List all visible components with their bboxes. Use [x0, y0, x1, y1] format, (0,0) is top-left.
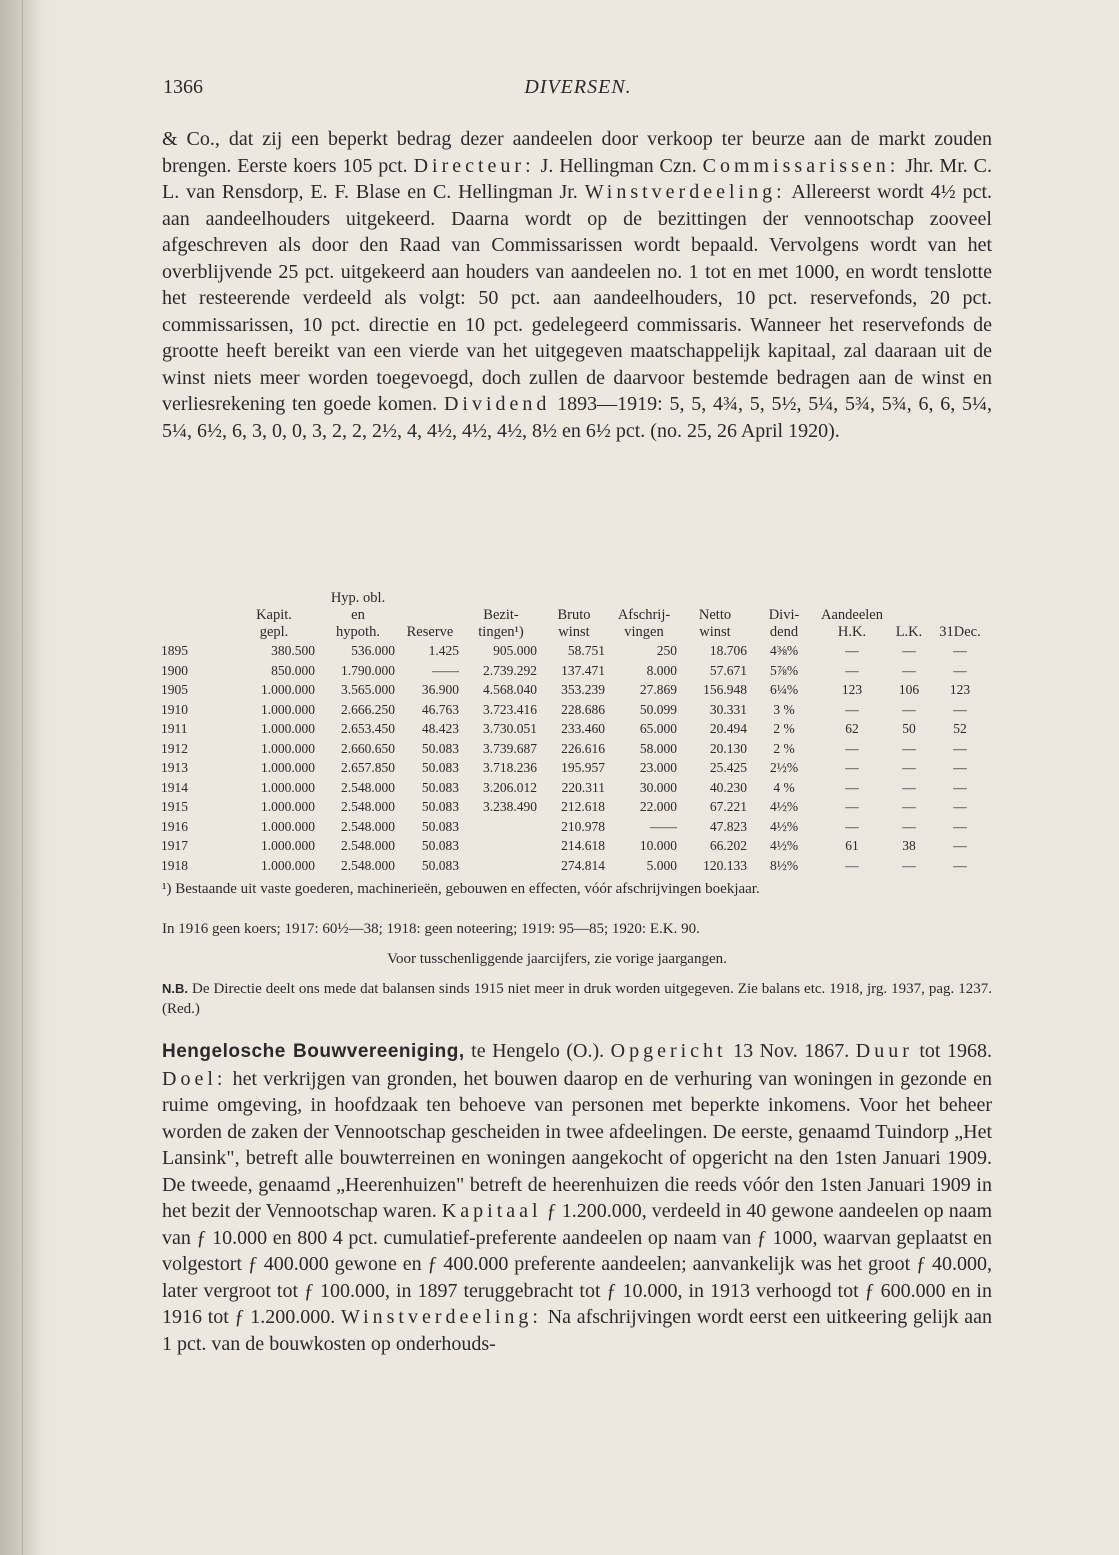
header-cell: winst: [558, 624, 590, 640]
header-cell: Aandeelen: [821, 607, 883, 623]
table-cell: [462, 836, 540, 856]
header-cell: [398, 607, 462, 624]
header-cell: [750, 590, 818, 607]
table-cell: 274.814: [561, 857, 605, 873]
table-cell: —: [953, 838, 967, 853]
label-opgericht: Opgericht: [610, 1040, 727, 1062]
header-cell: [398, 590, 462, 607]
table-cell: 212.618: [561, 799, 605, 814]
text-run: J. Hellingman Czn.: [540, 154, 697, 177]
table-cell: 137.471: [561, 662, 605, 678]
table-cell: 5.000: [646, 857, 677, 873]
table-cell: 58.000: [639, 740, 677, 756]
header-cell: [886, 607, 932, 624]
table-cell: 380.500: [271, 643, 315, 658]
table-cell: 233.460: [561, 721, 605, 736]
text-run: & Co., dat zij een beperkt bedrag dezer aandeelen door verkoop ter beurze aan de markt zouden brengen. Eerste koers 105 pct.: [162, 128, 992, 177]
table-cell: —: [845, 799, 859, 814]
table-cell: 2.739.292: [483, 662, 537, 678]
table-cell: 27.869: [639, 682, 677, 697]
header-cell: Afschrij-: [617, 607, 671, 623]
table-cell: 52: [953, 721, 967, 736]
year-cell: 1905: [161, 682, 188, 697]
table-header-row: [158, 624, 988, 641]
table-cell: 40.230: [709, 779, 747, 795]
table-row: [158, 719, 988, 739]
table-cell: 123: [949, 682, 971, 697]
table-cell: 1.000.000: [261, 760, 315, 775]
header-cell: [158, 590, 230, 607]
table-cell: —: [902, 799, 916, 814]
table-cell: 2.548.000: [341, 838, 395, 853]
table-cell: 47.823: [709, 818, 747, 834]
header-cell: winst: [699, 624, 731, 640]
table-cell: 50.099: [639, 701, 677, 717]
table-cell: [462, 856, 540, 876]
table-cell: 50.083: [421, 838, 459, 853]
text-run: te Hengelo (O.).: [471, 1040, 605, 1062]
table-row: [158, 700, 988, 720]
table-cell: 2.548.000: [341, 779, 395, 795]
table-cell: —: [845, 701, 859, 717]
table-cell: —: [953, 701, 967, 717]
table-cell: 228.686: [561, 701, 605, 717]
table-cell: 1.000.000: [261, 838, 315, 853]
year-cell: 1895: [161, 643, 188, 658]
table-cell: 210.978: [561, 818, 605, 834]
header-cell: [540, 590, 608, 607]
table-cell: —: [902, 818, 916, 834]
table-cell: 905.000: [493, 643, 537, 658]
table-cell: 1.000.000: [261, 799, 315, 814]
binding-edge: [22, 0, 23, 1555]
header-cell: Hyp. obl.: [330, 590, 386, 606]
table-cell: 36.900: [421, 682, 459, 697]
table-cell: 2 %: [773, 721, 795, 736]
table-cell: 3.238.490: [483, 799, 537, 814]
editor-note: [162, 979, 992, 1019]
table-cell: —: [953, 643, 967, 658]
header-cell: L.K.: [895, 624, 923, 640]
nb-label: N.B.: [162, 981, 188, 996]
table-cell: —: [902, 779, 916, 795]
table-row: [158, 661, 988, 681]
text-run: Na afschrijvingen wordt eerst een uitkeering gelijk aan 1 pct. van de bouwkosten op onderhouds-: [162, 1306, 993, 1355]
table-row: [158, 680, 988, 700]
table-cell: —: [902, 857, 916, 873]
table-cell: —: [902, 701, 916, 717]
table-cell: ——: [650, 818, 677, 834]
table-cell: 123: [841, 682, 863, 697]
table-cell: 1.425: [428, 643, 459, 658]
header-cell: gepl.: [259, 624, 289, 640]
table-cell: 58.751: [567, 643, 605, 658]
label-winstverdeeling: Winstverdeeling:: [584, 181, 786, 203]
table-cell: 48.423: [421, 721, 459, 736]
label-kapitaal: Kapitaal: [441, 1200, 542, 1222]
table-header-row: [158, 607, 988, 624]
table-cell: —: [953, 818, 967, 834]
table-cell: 50.083: [421, 857, 459, 873]
table-cell: 4½%: [769, 838, 799, 853]
table-cell: 20.130: [709, 740, 747, 756]
header-cell: [680, 590, 750, 607]
table-cell: 6¼%: [769, 682, 799, 697]
table-cell: 4 %: [773, 779, 795, 795]
table-header-row: [158, 590, 988, 607]
table-cell: 120.133: [703, 857, 747, 873]
reference-line: Voor tusschenliggende jaarcijfers, zie vorige jaargangen.: [387, 951, 727, 967]
table-cell: 18.706: [709, 643, 747, 658]
table-cell: 66.202: [709, 838, 747, 853]
table-cell: 10.000: [639, 838, 677, 853]
table-cell: —: [953, 760, 967, 775]
table-cell: 2½%: [769, 760, 799, 775]
header-cell: Bezit-: [483, 607, 519, 623]
header-cell: [462, 590, 540, 607]
year-cell: 1913: [161, 760, 188, 775]
table-cell: 50.083: [421, 760, 459, 775]
table-cell: 3.718.236: [483, 760, 537, 775]
table-cell: 67.221: [709, 799, 747, 814]
table-row: [158, 641, 988, 661]
header-cell: [818, 590, 886, 607]
table-cell: —: [902, 662, 916, 678]
table-cell: 156.948: [703, 682, 747, 697]
table-cell: 2.548.000: [341, 799, 395, 814]
table-cell: 3 %: [773, 701, 795, 717]
table-cell: —: [953, 857, 967, 873]
article-paragraph: [162, 126, 992, 444]
text-run: ƒ 1.200.000, verdeeld in 40 gewone aandeelen op naam van ƒ 10.000 en 800 4 pct. cumulatief-preferente aandeelen op naam van ƒ 1000, waarvan geplaatst en volgestort ƒ 400.000 gewone en ƒ 400.000 preferente aandeelen; aanvankelijk was het groot ƒ 40.000, later vergroot tot ƒ 100.000, in 1897 teruggebracht tot ƒ 10.000, in 1913 verhoogd tot ƒ 600.000 en in 1916 tot ƒ 1.200.000.: [162, 1200, 993, 1328]
table-cell: 2.657.850: [341, 760, 395, 775]
year-cell: 1914: [161, 779, 188, 795]
header-cell: Netto: [698, 607, 732, 623]
year-cell: 1918: [161, 857, 188, 873]
table-cell: 57.671: [709, 662, 747, 678]
table-cell: 23.000: [639, 760, 677, 775]
table-cell: 195.957: [561, 760, 605, 775]
label-directeur: Directeur:: [413, 154, 535, 177]
table-cell: 1.000.000: [261, 857, 315, 873]
table-cell: [462, 817, 540, 837]
page-header: [163, 76, 993, 104]
table-cell: 50.083: [421, 740, 459, 756]
table-cell: 3.723.416: [483, 701, 537, 717]
year-cell: 1911: [161, 721, 188, 736]
table-cell: 4⅜%: [769, 643, 799, 658]
table-cell: 25.425: [709, 760, 747, 775]
header-cell: 31Dec.: [939, 624, 981, 640]
table-cell: —: [953, 779, 967, 795]
nb-text: De Directie deelt ons mede dat balansen sinds 1915 niet meer in druk worden uitgegeven. Zie balans etc. 1918, jrg. 1937, pag. 1237. (Red.): [162, 981, 992, 1017]
table-cell: 3.206.012: [483, 779, 537, 795]
label-doel: Doel:: [162, 1067, 227, 1090]
financial-table: [158, 590, 988, 875]
table-cell: 2.548.000: [341, 857, 395, 873]
header-cell: Kapit.: [256, 607, 292, 623]
year-cell: 1900: [161, 662, 188, 678]
table-cell: 50.083: [421, 818, 459, 834]
table-cell: 8.000: [646, 662, 677, 678]
header-cell: [886, 590, 932, 607]
table-cell: —: [845, 662, 859, 678]
table-cell: 226.616: [561, 740, 605, 756]
table-cell: —: [902, 740, 916, 756]
table-cell: —: [845, 779, 859, 795]
table-cell: 46.763: [421, 701, 459, 717]
header-cell: [932, 607, 988, 624]
table-cell: 353.239: [561, 682, 605, 697]
table-cell: 3.565.000: [341, 682, 395, 697]
table-cell: 1.000.000: [261, 682, 315, 697]
year-cell: 1917: [161, 838, 188, 853]
table-cell: 536.000: [351, 643, 395, 658]
running-title: DIVERSEN.: [524, 76, 632, 98]
table-cell: 1.000.000: [261, 818, 315, 834]
header-cell: hypoth.: [336, 624, 380, 640]
label-duur: Duur: [855, 1040, 913, 1062]
table-cell: 2.666.250: [341, 701, 395, 717]
label-winstverdeeling: Winstverdeeling:: [341, 1306, 542, 1328]
header-cell: vingen: [624, 624, 664, 640]
table-cell: 62: [845, 721, 859, 736]
year-cell: 1916: [161, 818, 188, 834]
table-cell: 50.083: [421, 799, 459, 814]
table-cell: 8½%: [769, 857, 799, 873]
year-cell: 1915: [161, 799, 188, 814]
label-commissarissen: Commissarissen:: [702, 154, 900, 177]
table-cell: 30.000: [639, 779, 677, 795]
footnote: ¹) Bestaande uit vaste goederen, machinerieën, gebouwen en effecten, vóór afschrijvingen boekjaar.: [162, 881, 760, 897]
table-row: [158, 758, 988, 778]
table-cell: 22.000: [639, 799, 677, 814]
table-cell: —: [953, 740, 967, 756]
header-cell: Reserve: [406, 624, 454, 640]
table-cell: —: [953, 799, 967, 814]
table-cell: 3.739.687: [483, 740, 537, 756]
table-row: [158, 797, 988, 817]
text-run: tot 1968.: [919, 1040, 992, 1062]
table-row: [158, 817, 988, 837]
table-cell: 220.311: [561, 779, 605, 795]
table-cell: 50: [902, 721, 916, 736]
header-cell: [608, 590, 680, 607]
table-cell: 30.331: [709, 701, 747, 717]
text-run: Allereerst wordt 4½ pct. aan aandeelhouders uitgekeerd. Daarna wordt op de bezittingen der vennootschap zooveel afgeschreven als door den Raad van Commissarissen wordt bepaald. Vervolgens wordt van het overblijvende 25 pct. uitgekeerd aan houders van aandeelen no. 1 tot en met 1000, en wordt tenslotte het resteerende verdeeld als volgt: 50 pct. aan aandeelhouders, 10 pct. reservefonds, 20 pct. commissarissen, 10 pct. directie en 10 pct. gedelegeerd commissaris. Wanneer het reservefonds de grootte heeft bereikt van een vierde van het uitgegeven maatschappelijk kapitaal, zal daaraan uit de winst niets meer worden toegevoegd, doch zullen de daarvoor bestemde bedragen aan de winst en verliesrekening ten goede komen.: [162, 181, 992, 415]
text-run: het verkrijgen van gronden, het bouwen daarop en de verhuring van woningen in gezonde en ruime omgeving, in hoofdzaak ten behoeve van personen met beperkte inkomens. Voor het beheer worden de zaken der Vennootschap gescheiden in twee afdeelingen. De eerste, genaamd Tuindorp „Het Lansink", betreft alle bouwterreinen en woningen aangekocht of opgericht na den 1sten Januari 1909. De tweede, genaamd „Heerenhuizen" betreft de heerenhuizen die reeds vóór den 1sten Januari 1909 in het bezit der Vennootschap waren.: [162, 1067, 992, 1222]
table-cell: 214.618: [561, 838, 605, 853]
year-cell: 1912: [161, 740, 188, 756]
table-cell: 1.000.000: [261, 721, 315, 736]
table-cell: —: [845, 740, 859, 756]
header-cell: Divi-: [768, 607, 800, 623]
page-number: 1366: [163, 76, 203, 98]
text-run: Jhr. Mr. C. L. van Rensdorp, E. F. Blase en C. Hellingman Jr.: [162, 154, 992, 203]
header-cell: Bruto: [557, 607, 591, 623]
header-cell: [158, 624, 230, 641]
table-cell: 106: [898, 682, 920, 697]
header-cell: en: [351, 607, 365, 623]
label-dividend: Dividend: [443, 393, 551, 415]
table-cell: 2.548.000: [341, 818, 395, 834]
table-cell: 50.083: [421, 779, 459, 795]
table-cell: —: [902, 760, 916, 775]
table-cell: 1.000.000: [261, 701, 315, 717]
company-entry: [162, 1038, 992, 1357]
header-cell: tingen¹): [478, 624, 524, 640]
table-cell: 850.000: [271, 662, 315, 678]
header-cell: [932, 590, 988, 607]
table-cell: 61: [845, 838, 859, 853]
text-run: 1893—1919: 5, 5, 4¾, 5, 5½, 5¼, 5¾, 5¾, 6, 6, 5¼, 5¼, 6½, 6, 3, 0, 0, 3, 2, 2, 2½, 4, 4½, 4½, 4½, 8½ en 6½ pct. (no. 25, 26 April 1920).: [162, 393, 993, 442]
table-cell: 65.000: [639, 721, 677, 736]
table-cell: —: [845, 857, 859, 873]
table-cell: —: [902, 643, 916, 658]
table-row: [158, 836, 988, 856]
table-cell: —: [953, 662, 967, 678]
table-cell: 2.660.650: [341, 740, 395, 756]
table-cell: 250: [656, 643, 677, 658]
table-cell: —: [845, 818, 859, 834]
year-cell: 1910: [161, 701, 188, 717]
company-name: Hengelosche Bouwvereeniging,: [162, 1041, 465, 1062]
table-cell: 20.494: [709, 721, 747, 736]
table-cell: 2.653.450: [341, 721, 395, 736]
koers-line: In 1916 geen koers; 1917: 60½—38; 1918: geen noteering; 1919: 95—85; 1920: E.K. 90.: [162, 921, 700, 937]
table-cell: 4.568.040: [483, 682, 537, 697]
table-cell: 1.000.000: [261, 740, 315, 756]
table-cell: —: [845, 760, 859, 775]
header-cell: [158, 607, 230, 624]
table-cell: 1.000.000: [261, 779, 315, 795]
header-cell: dend: [769, 624, 799, 640]
text-run: 13 Nov. 1867.: [733, 1040, 850, 1062]
header-cell: H.K.: [837, 624, 867, 640]
table-cell: —: [845, 643, 859, 658]
table-cell: 3.730.051: [483, 721, 537, 736]
table-cell: 38: [902, 838, 916, 853]
table-cell: 4½%: [769, 799, 799, 814]
table-row: [158, 778, 988, 798]
table-row: [158, 739, 988, 759]
table-cell: 5⅞%: [769, 662, 799, 678]
header-cell: [230, 590, 318, 607]
table-cell: ——: [432, 662, 459, 678]
table-row: [158, 856, 988, 876]
table-cell: 2 %: [773, 740, 795, 756]
page-binding: [0, 0, 40, 1555]
table-cell: 1.790.000: [341, 662, 395, 678]
table-cell: 4½%: [769, 818, 799, 834]
